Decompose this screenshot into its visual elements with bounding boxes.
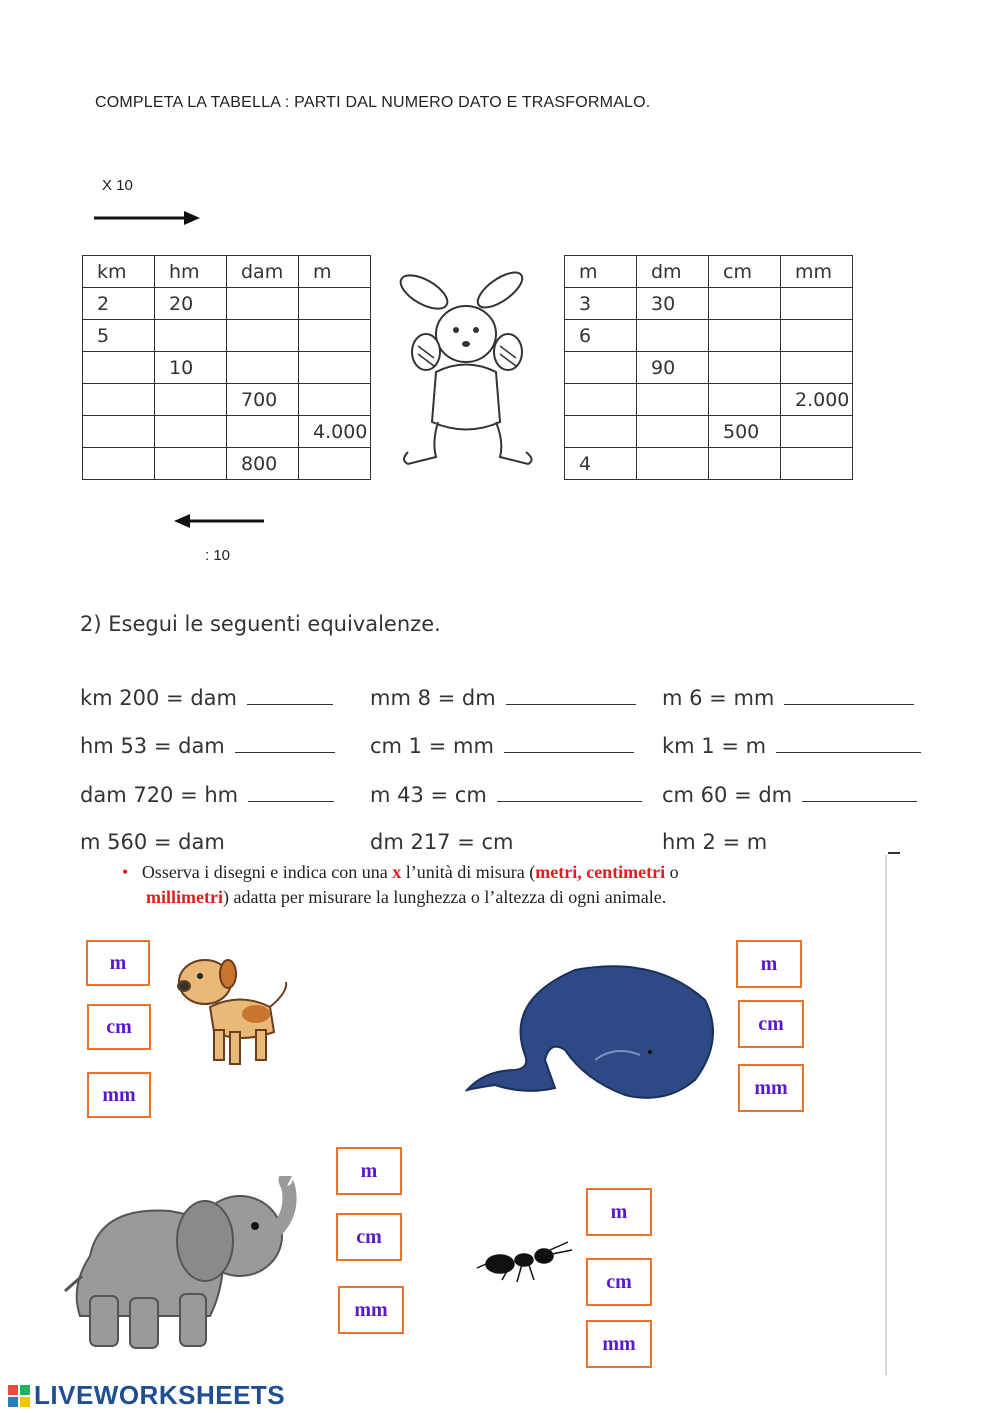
answer-blank[interactable] (802, 783, 917, 802)
header-m: m (299, 256, 371, 288)
answer-cell[interactable] (709, 320, 781, 352)
ant-illustration (472, 1240, 574, 1286)
given-value-cell: 10 (155, 352, 227, 384)
elephant-unit-cm[interactable]: cm (336, 1213, 402, 1261)
section-2-title: 2) Esegui le seguenti equivalenze. (80, 612, 441, 636)
answer-cell[interactable] (637, 320, 709, 352)
given-value-cell: 800 (227, 448, 299, 480)
ant-unit-cm[interactable]: cm (586, 1258, 652, 1306)
multiply-label: X 10 (102, 177, 133, 194)
vertical-divider (885, 855, 887, 1375)
answer-blank[interactable] (247, 686, 333, 705)
equivalence-11: dm 217 = cm (370, 830, 514, 854)
dog-unit-cm[interactable]: cm (87, 1004, 151, 1050)
answer-blank[interactable] (497, 783, 642, 802)
given-value-cell: 3 (565, 288, 637, 320)
table-row (565, 416, 853, 448)
answer-blank[interactable] (506, 686, 636, 705)
answer-cell[interactable] (227, 352, 299, 384)
dog-illustration (170, 952, 295, 1070)
answer-blank[interactable] (776, 734, 921, 753)
table-row (83, 320, 371, 352)
answer-cell[interactable] (781, 352, 853, 384)
answer-cell[interactable] (299, 288, 371, 320)
given-value-cell: 2.000 (781, 384, 853, 416)
answer-blank[interactable] (235, 734, 335, 753)
answer-cell[interactable] (565, 416, 637, 448)
answer-cell[interactable] (155, 384, 227, 416)
bunny-illustration (396, 262, 544, 474)
equivalence-9: cm 60 = dm (662, 783, 917, 807)
answer-cell[interactable] (781, 448, 853, 480)
answer-cell[interactable] (637, 448, 709, 480)
given-value-cell: 700 (227, 384, 299, 416)
answer-cell[interactable] (227, 320, 299, 352)
answer-blank[interactable] (504, 734, 634, 753)
equivalence-8: m 43 = cm (370, 783, 642, 807)
conversion-table-m-mm (564, 255, 853, 480)
given-value-cell: 6 (565, 320, 637, 352)
equivalence-5: cm 1 = mm (370, 734, 634, 758)
answer-cell[interactable] (709, 384, 781, 416)
equivalence-10: m 560 = dam (80, 830, 225, 854)
table-row (83, 448, 371, 480)
table-row (83, 384, 371, 416)
right-arrow-icon (94, 208, 202, 228)
given-value-cell: 2 (83, 288, 155, 320)
answer-cell[interactable] (83, 352, 155, 384)
elephant-illustration (60, 1176, 300, 1354)
header-cm: cm (709, 256, 781, 288)
whale-unit-mm[interactable]: mm (738, 1064, 804, 1112)
answer-cell[interactable] (83, 416, 155, 448)
equivalence-4: hm 53 = dam (80, 734, 335, 758)
table-row (565, 352, 853, 384)
whale-unit-cm[interactable]: cm (738, 1000, 804, 1048)
header-dam: dam (227, 256, 299, 288)
given-value-cell: 4 (565, 448, 637, 480)
bullet-icon: • (122, 862, 129, 882)
answer-blank[interactable] (248, 783, 334, 802)
header-dm: dm (637, 256, 709, 288)
answer-cell[interactable] (155, 320, 227, 352)
whale-unit-m[interactable]: m (736, 940, 802, 988)
equivalence-2: mm 8 = dm (370, 686, 636, 710)
given-value-cell: 30 (637, 288, 709, 320)
header-mm: mm (781, 256, 853, 288)
brand-name: LIVEWORKSHEETS (34, 1380, 286, 1410)
header-hm: hm (155, 256, 227, 288)
answer-cell[interactable] (781, 320, 853, 352)
given-value-cell: 4.000 (299, 416, 371, 448)
equivalence-6: km 1 = m (662, 734, 921, 758)
dog-unit-m[interactable]: m (86, 940, 150, 986)
equivalence-7: dam 720 = hm (80, 783, 334, 807)
answer-cell[interactable] (565, 384, 637, 416)
answer-cell[interactable] (83, 448, 155, 480)
header-km: km (83, 256, 155, 288)
answer-cell[interactable] (781, 288, 853, 320)
answer-cell[interactable] (227, 288, 299, 320)
dog-unit-mm[interactable]: mm (87, 1072, 151, 1118)
table-row (83, 416, 371, 448)
answer-cell[interactable] (637, 416, 709, 448)
answer-cell[interactable] (299, 384, 371, 416)
answer-cell[interactable] (299, 320, 371, 352)
answer-cell[interactable] (299, 352, 371, 384)
answer-cell[interactable] (781, 416, 853, 448)
given-value-cell: 90 (637, 352, 709, 384)
answer-blank[interactable] (784, 686, 914, 705)
given-value-cell: 5 (83, 320, 155, 352)
elephant-unit-mm[interactable]: mm (338, 1286, 404, 1334)
ant-unit-m[interactable]: m (586, 1188, 652, 1236)
divider-dash (888, 852, 900, 854)
ant-unit-mm[interactable]: mm (586, 1320, 652, 1368)
elephant-unit-m[interactable]: m (336, 1147, 402, 1195)
whale-illustration (465, 960, 725, 1105)
observe-instruction: • Osserva i disegni e indica con una x l’unità di misura (metri, centimetri o millimetri) adatta per misurare la lunghezza o l’altezza di ogni animale. (122, 862, 679, 907)
answer-cell[interactable] (709, 448, 781, 480)
table-row (83, 288, 371, 320)
left-arrow-icon (172, 511, 268, 531)
answer-cell[interactable] (637, 384, 709, 416)
liveworksheets-logo-icon (8, 1385, 30, 1411)
equivalence-3: m 6 = mm (662, 686, 914, 710)
answer-cell[interactable] (709, 352, 781, 384)
table-row (565, 288, 853, 320)
answer-cell[interactable] (565, 352, 637, 384)
equivalence-1: km 200 = dam (80, 686, 333, 710)
answer-cell[interactable] (709, 288, 781, 320)
answer-cell[interactable] (299, 448, 371, 480)
given-value-cell: 500 (709, 416, 781, 448)
table-row (565, 320, 853, 352)
answer-cell[interactable] (155, 416, 227, 448)
header-m: m (565, 256, 637, 288)
equivalence-12: hm 2 = m (662, 830, 768, 854)
answer-cell[interactable] (155, 448, 227, 480)
instruction-text: COMPLETA LA TABELLA : PARTI DAL NUMERO DATO E TRASFORMALO. (95, 94, 651, 111)
answer-cell[interactable] (83, 384, 155, 416)
answer-cell[interactable] (227, 416, 299, 448)
conversion-table-km-m (82, 255, 371, 480)
table-row (83, 352, 371, 384)
given-value-cell: 20 (155, 288, 227, 320)
table-row (565, 384, 853, 416)
table-row (565, 448, 853, 480)
divide-label: : 10 (205, 547, 231, 564)
